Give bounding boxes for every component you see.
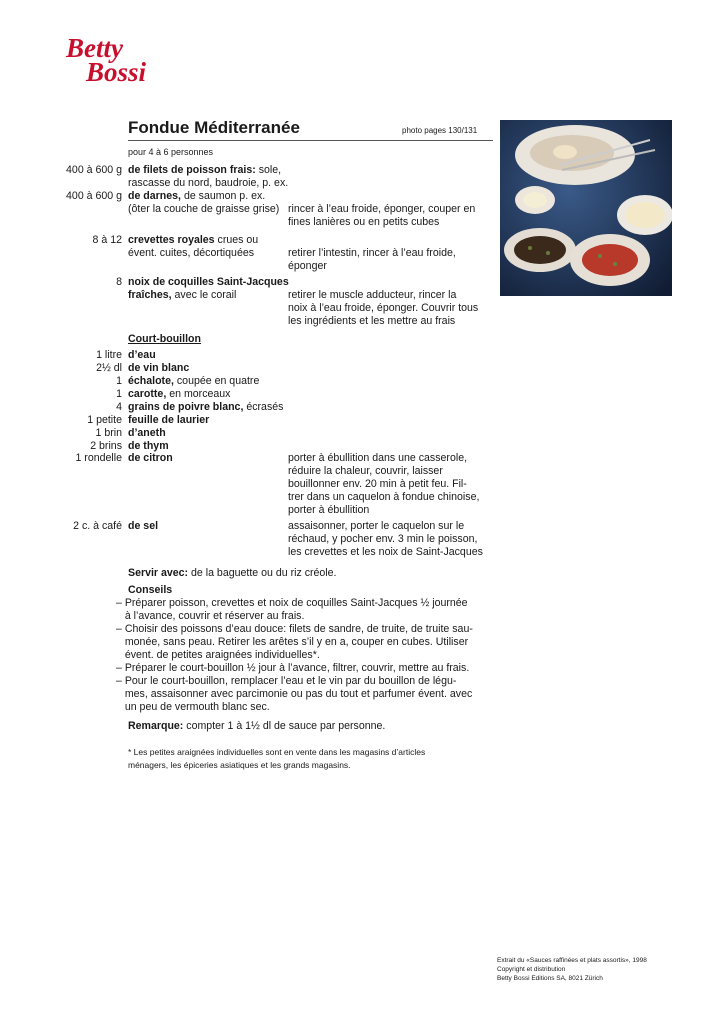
ingredient-name-bold: noix de coquilles Saint-Jacques [128,276,289,288]
ingredient-name [128,289,236,302]
ingredient-name [128,276,289,289]
preparation-step: les ingrédients et les mettre au frais [288,315,456,327]
serve-text: de la baguette ou du riz créole. [188,567,337,579]
ingredient-name-bold: de citron [128,452,173,464]
ingredient-name-bold: d’eau [128,349,156,361]
remark [128,720,385,733]
ingredient-name-detail: crues ou [214,234,259,246]
ingredient-name-bold: de sel [128,520,159,532]
conseil-line: évent. de petites araignées individuelles*. [116,649,320,661]
footer-line-3: Betty Bossi Editions SA, 8021 Zürich [497,975,603,982]
photo-reference: photo pages 130/131 [402,126,478,135]
ingredient-name [128,520,158,533]
conseil-line: à l’avance, couvrir et réserver au frais. [116,610,305,622]
remark-text: compter 1 à 1½ dl de sauce par personne. [183,720,386,732]
ingredient-quantity: 400 à 600 g [66,190,122,202]
footer-line-1: Extrait du «Sauces raffinées et plats assortis», 1998 [497,957,647,964]
ingredient-name-bold: de thym [128,440,169,452]
ingredient-name [128,452,173,465]
preparation-step: fines lanières ou en petits cubes [288,216,440,228]
ingredient-name [128,164,281,177]
ingredient-name-bold: grains de poivre blanc, [128,401,244,413]
preparation-step: bouillonner env. 20 min à petit feu. Fil- [288,478,467,490]
ingredient-quantity: 1 [116,388,122,400]
ingredient-name-bold: fraîches, [128,289,172,301]
ingredient-quantity: 2 c. à café [73,520,122,532]
ingredient-name-detail: sole, [255,164,282,176]
ingredient-quantity: 8 à 12 [92,234,122,246]
preparation-step: porter à ébullition [288,504,370,516]
ingredient-name [128,375,259,388]
ingredient-name [128,427,166,440]
brand-line-2: Bossi [86,57,147,87]
ingredient-quantity: 1 [116,375,122,387]
footer [497,956,647,983]
ingredient-name-bold: de vin blanc [128,362,190,374]
ingredient-name-detail: évent. cuites, décortiquées [128,247,255,259]
ingredient-name-detail: de saumon p. ex. [181,190,266,202]
ingredient-name [128,362,189,375]
conseil-line: un peu de vermouth blanc sec. [116,701,270,713]
ingredient-name [128,349,156,362]
ingredient-quantity: 8 [116,276,122,288]
servings: pour 4 à 6 personnes [128,147,214,157]
recipe-photo-illustration [500,120,672,296]
ingredient-quantity: 1 rondelle [75,452,122,464]
ingredient-name-bold: crevettes royales [128,234,215,246]
conseils-heading: Conseils [128,584,173,596]
ingredient-quantity: 1 litre [96,349,122,361]
ingredient-name-detail: (ôter la couche de graisse grise) [128,203,280,215]
ingredient-name-bold: d’aneth [128,427,166,439]
ingredient-name [128,177,288,190]
conseil-line: mes, assaisonner avec parcimonie ou pas du tout et parfumer évent. avec [116,688,473,700]
conseil-line: – Pour le court-bouillon, remplacer l’eau et le vin par du bouillon de légu- [116,675,457,687]
ingredient-quantity: 2½ dl [96,362,122,374]
preparation-step: rincer à l’eau froide, éponger, couper en [288,203,476,215]
ingredient-name-detail: avec le corail [171,289,237,301]
serve-with [128,567,337,580]
brand-line-1: Betty [66,33,123,63]
ingredient-name [128,203,279,216]
ingredient-name-bold: feuille de laurier [128,414,210,426]
court-bouillon-heading: Court-bouillon [128,333,201,345]
ingredient-quantity: 2 brins [90,440,122,452]
preparation-step: retirer l’intestin, rincer à l’eau froide, [288,247,456,259]
ingredient-quantity: 1 brin [95,427,122,439]
footer-line-2: Copyright et distribution [497,966,566,973]
conseil-line: – Choisir des poissons d’eau douce: filets de sandre, de truite, de truite sau- [116,623,473,635]
ingredient-name [128,190,265,203]
preparation-step: retirer le muscle adducteur, rincer la [288,289,457,301]
ingredient-name-detail: rascasse du nord, baudroie, p. ex. [128,177,289,189]
recipe-photo [500,120,672,296]
ingredient-name-detail: en morceaux [166,388,231,400]
ingredient-name-bold: de darnes, [128,190,181,202]
preparation-step: noix à l’eau froide, éponger. Couvrir tous [288,302,479,314]
ingredient-name [128,234,258,247]
preparation-step: porter à ébullition dans une casserole, [288,452,468,464]
footnote-line-2: ménagers, les épiceries asiatiques et les grands magasins. [128,760,351,770]
ingredient-name [128,414,209,427]
ingredient-name-bold: de filets de poisson frais: [128,164,256,176]
preparation-step: assaisonner, porter le caquelon sur le [288,520,465,532]
conseil-line: – Préparer poisson, crevettes et noix de coquilles Saint-Jacques ½ journée [116,597,468,609]
ingredient-name-bold: carotte, [128,388,167,400]
title-rule [128,140,493,141]
brand-logo [66,33,147,87]
preparation-step: réduire la chaleur, couvrir, laisser [288,465,443,477]
preparation-step: trer dans un caquelon à fondue chinoise, [288,491,480,503]
ingredient-quantity: 1 petite [87,414,122,426]
footnote-line-1: * Les petites araignées individuelles sont en vente dans les magasins d’articles [128,747,426,757]
ingredient-name [128,247,254,260]
ingredient-name-detail: écrasés [243,401,284,413]
recipe-title: Fondue Méditerranée [128,118,300,137]
preparation-step: éponger [288,260,327,272]
ingredient-quantity: 400 à 600 g [66,164,122,176]
ingredient-name-bold: échalote, [128,375,174,387]
conseil-line: – Préparer le court-bouillon ½ jour à l’avance, filtrer, couvrir, mettre au frais. [116,662,470,674]
preparation-step: réchaud, y pocher env. 3 min le poisson, [288,533,478,545]
preparation-step: les crevettes et les noix de Saint-Jacques [288,546,483,558]
remark-label: Remarque: [128,720,184,732]
serve-label: Servir avec: [128,567,189,579]
ingredient-quantity: 4 [116,401,122,413]
ingredient-name-detail: coupée en quatre [173,375,260,387]
ingredient-name [128,401,283,414]
ingredient-name [128,388,230,401]
conseil-line: monée, sans peau. Retirer les arêtes s’il y en a, couper en cubes. Utiliser [116,636,469,648]
